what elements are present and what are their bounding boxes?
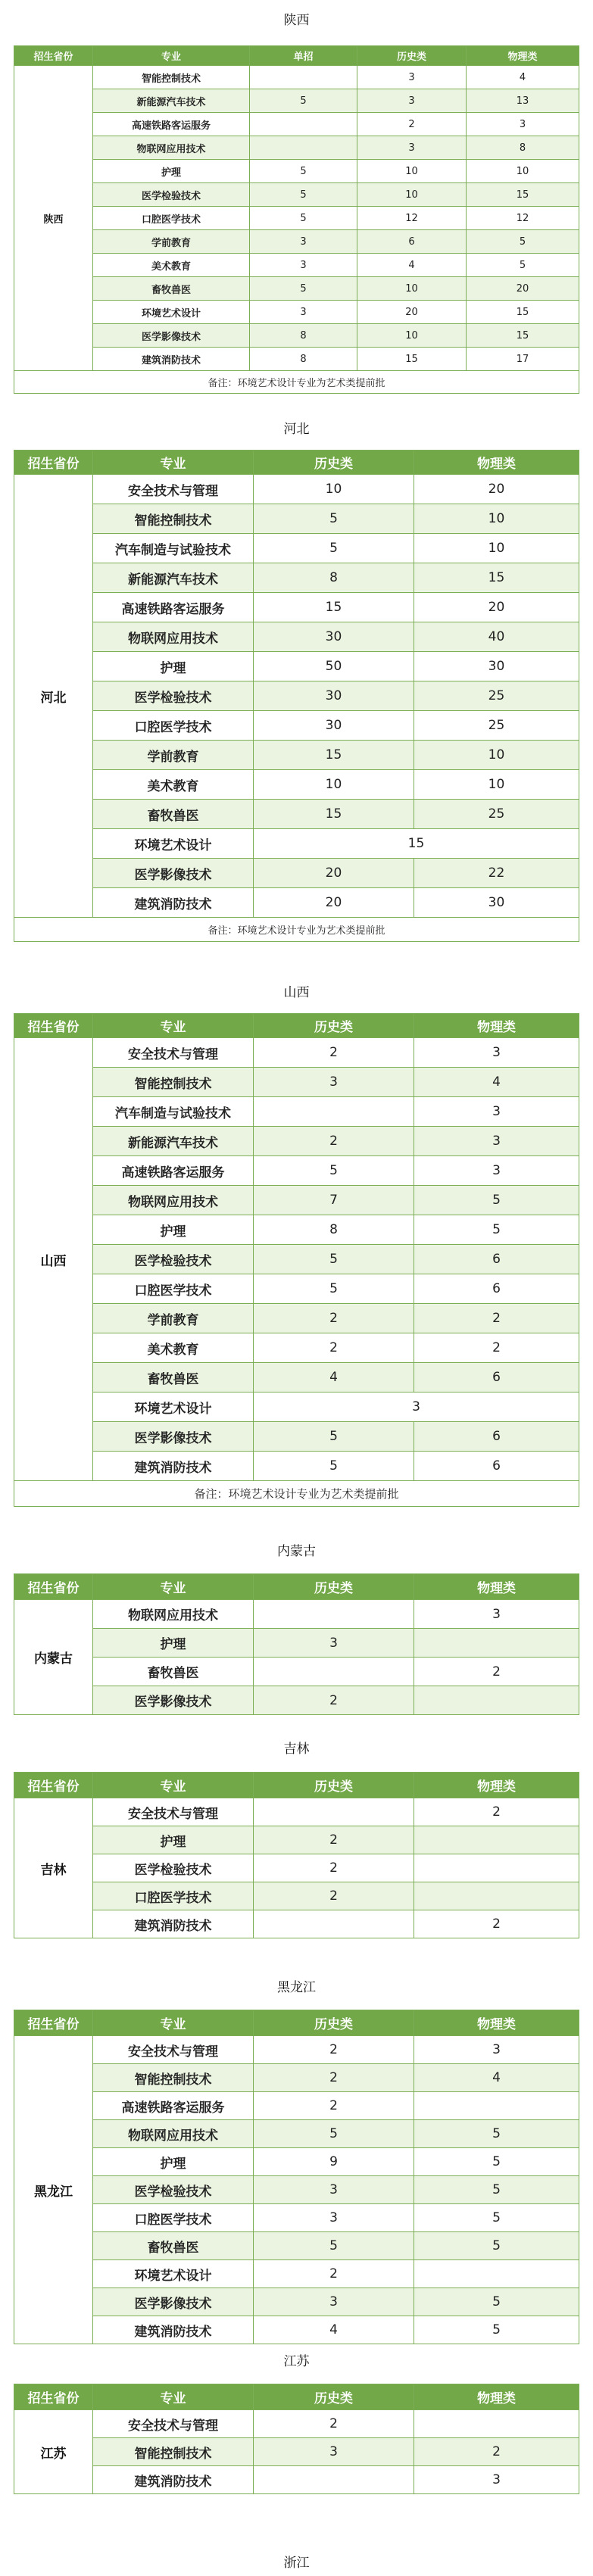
- major-cell: 智能控制技术: [93, 504, 254, 534]
- major-cell: 建筑消防技术: [93, 1452, 254, 1481]
- section-title-jilin: 吉林: [283, 1742, 310, 1757]
- history-count-cell: 30: [254, 711, 414, 741]
- physics-count-cell: 12: [467, 207, 579, 230]
- section-title-shaanxi: 陕西: [283, 13, 310, 28]
- physics-count-cell: 6: [414, 1274, 579, 1304]
- history-count-cell: 4: [357, 254, 467, 277]
- physics-count-cell: 8: [467, 136, 579, 160]
- history-count-cell: 5: [254, 1274, 414, 1304]
- single-count-cell: 8: [250, 324, 357, 348]
- physics-count-cell: 6: [414, 1422, 579, 1452]
- major-cell: 物联网应用技术: [93, 622, 254, 652]
- physics-count-cell: 3: [414, 1097, 579, 1127]
- history-count-cell: [254, 1097, 414, 1127]
- history-count-cell: 2: [254, 1686, 414, 1715]
- physics-count-cell: 13: [467, 89, 579, 113]
- history-count-cell: 3: [254, 2288, 414, 2316]
- physics-count-cell: 2: [414, 2438, 579, 2466]
- physics-count-cell: 20: [414, 593, 579, 622]
- history-count-cell: 3: [254, 2176, 414, 2204]
- merged-count-cell: 15: [254, 829, 579, 859]
- history-count-cell: 10: [254, 770, 414, 800]
- major-cell: 新能源汽车技术: [93, 1127, 254, 1156]
- history-count-cell: 7: [254, 1186, 414, 1215]
- column-header-major: 专业: [93, 2010, 254, 2036]
- major-cell: 口腔医学技术: [93, 711, 254, 741]
- history-count-cell: 2: [254, 1038, 414, 1068]
- column-header-province: 招生省份: [14, 2010, 93, 2036]
- physics-count-cell: 10: [414, 534, 579, 563]
- major-cell: 汽车制造与试验技术: [93, 534, 254, 563]
- physics-count-cell: 4: [414, 1068, 579, 1097]
- single-count-cell: [250, 66, 357, 89]
- admission-table-jiangsu: [14, 2384, 579, 2494]
- physics-count-cell: 5: [414, 2148, 579, 2176]
- physics-count-cell: 20: [414, 475, 579, 504]
- physics-count-cell: 15: [467, 183, 579, 207]
- province-cell: 吉林: [14, 1798, 93, 1938]
- history-count-cell: 2: [254, 1826, 414, 1854]
- history-count-cell: 10: [357, 160, 467, 183]
- major-cell: 美术教育: [93, 1333, 254, 1363]
- major-cell: 物联网应用技术: [93, 1600, 254, 1629]
- single-count-cell: [250, 136, 357, 160]
- physics-count-cell: 22: [414, 859, 579, 888]
- section-title-zhejiang: 浙江: [283, 2556, 310, 2571]
- column-header-major: 专业: [93, 451, 254, 475]
- history-count-cell: 2: [254, 2092, 414, 2120]
- physics-count-cell: 5: [467, 230, 579, 254]
- history-count-cell: 3: [357, 89, 467, 113]
- physics-count-cell: 15: [414, 563, 579, 593]
- history-count-cell: 5: [254, 2232, 414, 2260]
- column-header-physics: 物理类: [414, 1014, 579, 1038]
- major-cell: 安全技术与管理: [93, 475, 254, 504]
- major-cell: 医学检验技术: [93, 1245, 254, 1274]
- physics-count-cell: 2: [414, 1910, 579, 1938]
- single-count-cell: 5: [250, 89, 357, 113]
- major-cell: 高速铁路客运服务: [93, 113, 250, 136]
- history-count-cell: 15: [254, 741, 414, 770]
- physics-count-cell: 10: [414, 741, 579, 770]
- history-count-cell: [254, 2466, 414, 2494]
- column-header-major: 专业: [93, 2384, 254, 2410]
- major-cell: 物联网应用技术: [93, 2120, 254, 2148]
- history-count-cell: 5: [254, 1422, 414, 1452]
- major-cell: 医学影像技术: [93, 1422, 254, 1452]
- physics-count-cell: 3: [414, 2036, 579, 2064]
- section-title-heilongjiang: 黑龙江: [277, 1980, 316, 1995]
- major-cell: 护理: [93, 160, 250, 183]
- major-cell: 环境艺术设计: [93, 301, 250, 324]
- history-count-cell: 12: [357, 207, 467, 230]
- history-count-cell: 15: [254, 593, 414, 622]
- history-count-cell: 10: [357, 277, 467, 301]
- physics-count-cell: 10: [414, 504, 579, 534]
- column-header-physics: 物理类: [414, 2384, 579, 2410]
- history-count-cell: 2: [254, 1333, 414, 1363]
- column-header-physics: 物理类: [414, 451, 579, 475]
- major-cell: 高速铁路客运服务: [93, 593, 254, 622]
- physics-count-cell: 25: [414, 681, 579, 711]
- history-count-cell: 30: [254, 681, 414, 711]
- physics-count-cell: 10: [414, 770, 579, 800]
- history-count-cell: 5: [254, 534, 414, 563]
- single-count-cell: 3: [250, 301, 357, 324]
- physics-count-cell: 5: [414, 2176, 579, 2204]
- single-count-cell: 5: [250, 183, 357, 207]
- admission-table-jilin: [14, 1772, 579, 1938]
- major-cell: 建筑消防技术: [93, 888, 254, 918]
- physics-count-cell: 6: [414, 1363, 579, 1392]
- history-count-cell: 4: [254, 2316, 414, 2344]
- physics-count-cell: 10: [467, 160, 579, 183]
- physics-count-cell: [414, 1826, 579, 1854]
- physics-count-cell: 17: [467, 348, 579, 371]
- physics-count-cell: 2: [414, 1333, 579, 1363]
- single-count-cell: [250, 113, 357, 136]
- column-header-history: 历史类: [254, 2010, 414, 2036]
- physics-count-cell: [414, 1629, 579, 1658]
- major-cell: 畜牧兽医: [93, 1363, 254, 1392]
- physics-count-cell: 5: [467, 254, 579, 277]
- physics-count-cell: 2: [414, 1658, 579, 1686]
- section-title-shanxi: 山西: [283, 985, 310, 1000]
- history-count-cell: 2: [254, 2410, 414, 2438]
- history-count-cell: 2: [254, 2260, 414, 2288]
- physics-count-cell: 4: [467, 66, 579, 89]
- column-header-physics: 物理类: [414, 1574, 579, 1600]
- admission-table-hebei: [14, 450, 579, 942]
- single-count-cell: 3: [250, 254, 357, 277]
- physics-count-cell: 4: [414, 2064, 579, 2092]
- history-count-cell: 5: [254, 504, 414, 534]
- major-cell: 新能源汽车技术: [93, 89, 250, 113]
- major-cell: 安全技术与管理: [93, 1038, 254, 1068]
- history-count-cell: 50: [254, 652, 414, 681]
- major-cell: 医学影像技术: [93, 1686, 254, 1715]
- history-count-cell: 10: [357, 183, 467, 207]
- physics-count-cell: 3: [414, 1156, 579, 1186]
- column-header-province: 招生省份: [14, 2384, 93, 2410]
- single-count-cell: 5: [250, 160, 357, 183]
- admission-table-neimenggu: [14, 1573, 579, 1715]
- history-count-cell: 10: [254, 475, 414, 504]
- single-count-cell: 5: [250, 207, 357, 230]
- history-count-cell: 3: [357, 136, 467, 160]
- physics-count-cell: [414, 2410, 579, 2438]
- column-header-province: 招生省份: [14, 1014, 93, 1038]
- major-cell: 美术教育: [93, 254, 250, 277]
- physics-count-cell: 30: [414, 888, 579, 918]
- physics-count-cell: 6: [414, 1452, 579, 1481]
- column-header-history: 历史类: [254, 2384, 414, 2410]
- major-cell: 智能控制技术: [93, 2438, 254, 2466]
- major-cell: 环境艺术设计: [93, 1392, 254, 1422]
- major-cell: 智能控制技术: [93, 2064, 254, 2092]
- major-cell: 护理: [93, 1215, 254, 1245]
- history-count-cell: 2: [357, 113, 467, 136]
- major-cell: 安全技术与管理: [93, 2036, 254, 2064]
- column-header-physics: 物理类: [467, 46, 579, 66]
- column-header-history: 历史类: [254, 1574, 414, 1600]
- major-cell: 护理: [93, 1826, 254, 1854]
- column-header-province: 招生省份: [14, 1574, 93, 1600]
- history-count-cell: [254, 1798, 414, 1826]
- major-cell: 建筑消防技术: [93, 1910, 254, 1938]
- physics-count-cell: 3: [414, 1600, 579, 1629]
- column-header-province: 招生省份: [14, 1773, 93, 1798]
- major-cell: 护理: [93, 652, 254, 681]
- major-cell: 医学检验技术: [93, 2176, 254, 2204]
- history-count-cell: 3: [254, 2204, 414, 2232]
- major-cell: 医学影像技术: [93, 324, 250, 348]
- major-cell: 口腔医学技术: [93, 1882, 254, 1910]
- physics-count-cell: 5: [414, 1215, 579, 1245]
- single-count-cell: 3: [250, 230, 357, 254]
- major-cell: 畜牧兽医: [93, 1658, 254, 1686]
- history-count-cell: [254, 1658, 414, 1686]
- admission-table-heilongjiang: [14, 2010, 579, 2344]
- physics-count-cell: 15: [467, 324, 579, 348]
- history-count-cell: [254, 1600, 414, 1629]
- column-header-single: 单招: [250, 46, 357, 66]
- history-count-cell: 20: [254, 859, 414, 888]
- history-count-cell: 2: [254, 1882, 414, 1910]
- column-header-history: 历史类: [254, 451, 414, 475]
- major-cell: 医学影像技术: [93, 859, 254, 888]
- history-count-cell: 5: [254, 1452, 414, 1481]
- major-cell: 医学影像技术: [93, 2288, 254, 2316]
- column-header-major: 专业: [93, 1574, 254, 1600]
- major-cell: 口腔医学技术: [93, 1274, 254, 1304]
- table-footnote: 备注：环境艺术设计专业为艺术类提前批: [14, 1481, 579, 1507]
- table-footnote: 备注：环境艺术设计专业为艺术类提前批: [14, 918, 579, 942]
- major-cell: 护理: [93, 2148, 254, 2176]
- column-header-major: 专业: [93, 46, 250, 66]
- history-count-cell: 5: [254, 1156, 414, 1186]
- major-cell: 畜牧兽医: [93, 2232, 254, 2260]
- major-cell: 美术教育: [93, 770, 254, 800]
- major-cell: 安全技术与管理: [93, 2410, 254, 2438]
- major-cell: 口腔医学技术: [93, 207, 250, 230]
- province-cell: 内蒙古: [14, 1600, 93, 1715]
- physics-count-cell: 5: [414, 2316, 579, 2344]
- province-cell: 河北: [14, 475, 93, 918]
- major-cell: 医学检验技术: [93, 183, 250, 207]
- physics-count-cell: 40: [414, 622, 579, 652]
- major-cell: 畜牧兽医: [93, 800, 254, 829]
- major-cell: 建筑消防技术: [93, 2316, 254, 2344]
- admission-table-shanxi: [14, 1013, 579, 1507]
- section-title-neimenggu: 内蒙古: [277, 1544, 316, 1559]
- history-count-cell: 9: [254, 2148, 414, 2176]
- physics-count-cell: 6: [414, 1245, 579, 1274]
- physics-count-cell: 25: [414, 800, 579, 829]
- table-footnote: 备注：环境艺术设计专业为艺术类提前批: [14, 371, 579, 394]
- physics-count-cell: 25: [414, 711, 579, 741]
- history-count-cell: 8: [254, 1215, 414, 1245]
- major-cell: 高速铁路客运服务: [93, 1156, 254, 1186]
- history-count-cell: 6: [357, 230, 467, 254]
- history-count-cell: 15: [357, 348, 467, 371]
- physics-count-cell: [414, 1882, 579, 1910]
- physics-count-cell: 3: [467, 113, 579, 136]
- major-cell: 环境艺术设计: [93, 2260, 254, 2288]
- major-cell: 建筑消防技术: [93, 2466, 254, 2494]
- major-cell: 物联网应用技术: [93, 1186, 254, 1215]
- column-header-major: 专业: [93, 1014, 254, 1038]
- history-count-cell: 3: [254, 2438, 414, 2466]
- major-cell: 安全技术与管理: [93, 1798, 254, 1826]
- physics-count-cell: 2: [414, 1798, 579, 1826]
- history-count-cell: 3: [254, 1068, 414, 1097]
- major-cell: 学前教育: [93, 1304, 254, 1333]
- major-cell: 医学检验技术: [93, 681, 254, 711]
- history-count-cell: [254, 1910, 414, 1938]
- section-title-hebei: 河北: [283, 422, 310, 437]
- major-cell: 学前教育: [93, 230, 250, 254]
- history-count-cell: 2: [254, 1854, 414, 1882]
- history-count-cell: 3: [357, 66, 467, 89]
- physics-count-cell: [414, 2260, 579, 2288]
- major-cell: 口腔医学技术: [93, 2204, 254, 2232]
- physics-count-cell: 3: [414, 1038, 579, 1068]
- major-cell: 护理: [93, 1629, 254, 1658]
- physics-count-cell: 30: [414, 652, 579, 681]
- major-cell: 智能控制技术: [93, 1068, 254, 1097]
- major-cell: 物联网应用技术: [93, 136, 250, 160]
- history-count-cell: 3: [254, 1629, 414, 1658]
- physics-count-cell: 5: [414, 2288, 579, 2316]
- history-count-cell: 4: [254, 1363, 414, 1392]
- single-count-cell: 5: [250, 277, 357, 301]
- major-cell: 高速铁路客运服务: [93, 2092, 254, 2120]
- major-cell: 畜牧兽医: [93, 277, 250, 301]
- physics-count-cell: 3: [414, 2466, 579, 2494]
- column-header-province: 招生省份: [14, 451, 93, 475]
- history-count-cell: 2: [254, 2064, 414, 2092]
- history-count-cell: 5: [254, 1245, 414, 1274]
- physics-count-cell: 5: [414, 2204, 579, 2232]
- physics-count-cell: 2: [414, 1304, 579, 1333]
- physics-count-cell: 3: [414, 1127, 579, 1156]
- history-count-cell: 2: [254, 2036, 414, 2064]
- major-cell: 学前教育: [93, 741, 254, 770]
- history-count-cell: 2: [254, 1304, 414, 1333]
- history-count-cell: 15: [254, 800, 414, 829]
- history-count-cell: 30: [254, 622, 414, 652]
- history-count-cell: 10: [357, 324, 467, 348]
- column-header-major: 专业: [93, 1773, 254, 1798]
- major-cell: 环境艺术设计: [93, 829, 254, 859]
- merged-count-cell: 3: [254, 1392, 579, 1422]
- history-count-cell: 5: [254, 2120, 414, 2148]
- physics-count-cell: 15: [467, 301, 579, 324]
- major-cell: 建筑消防技术: [93, 348, 250, 371]
- column-header-history: 历史类: [254, 1773, 414, 1798]
- physics-count-cell: [414, 1686, 579, 1715]
- province-cell: 江苏: [14, 2410, 93, 2494]
- major-cell: 新能源汽车技术: [93, 563, 254, 593]
- physics-count-cell: [414, 1854, 579, 1882]
- physics-count-cell: 20: [467, 277, 579, 301]
- section-title-jiangsu: 江苏: [283, 2354, 310, 2369]
- history-count-cell: 2: [254, 1127, 414, 1156]
- province-cell: 黑龙江: [14, 2036, 93, 2344]
- major-cell: 医学检验技术: [93, 1854, 254, 1882]
- column-header-province: 招生省份: [14, 46, 93, 66]
- history-count-cell: 20: [254, 888, 414, 918]
- column-header-physics: 物理类: [414, 1773, 579, 1798]
- major-cell: 智能控制技术: [93, 66, 250, 89]
- column-header-physics: 物理类: [414, 2010, 579, 2036]
- single-count-cell: 8: [250, 348, 357, 371]
- admission-table-shaanxi: [14, 45, 579, 394]
- column-header-history: 历史类: [357, 46, 467, 66]
- major-cell: 汽车制造与试验技术: [93, 1097, 254, 1127]
- physics-count-cell: 5: [414, 2120, 579, 2148]
- column-header-history: 历史类: [254, 1014, 414, 1038]
- physics-count-cell: [414, 2092, 579, 2120]
- province-cell: 陕西: [14, 66, 93, 371]
- physics-count-cell: 5: [414, 2232, 579, 2260]
- province-cell: 山西: [14, 1038, 93, 1481]
- history-count-cell: 8: [254, 563, 414, 593]
- history-count-cell: 20: [357, 301, 467, 324]
- physics-count-cell: 5: [414, 1186, 579, 1215]
